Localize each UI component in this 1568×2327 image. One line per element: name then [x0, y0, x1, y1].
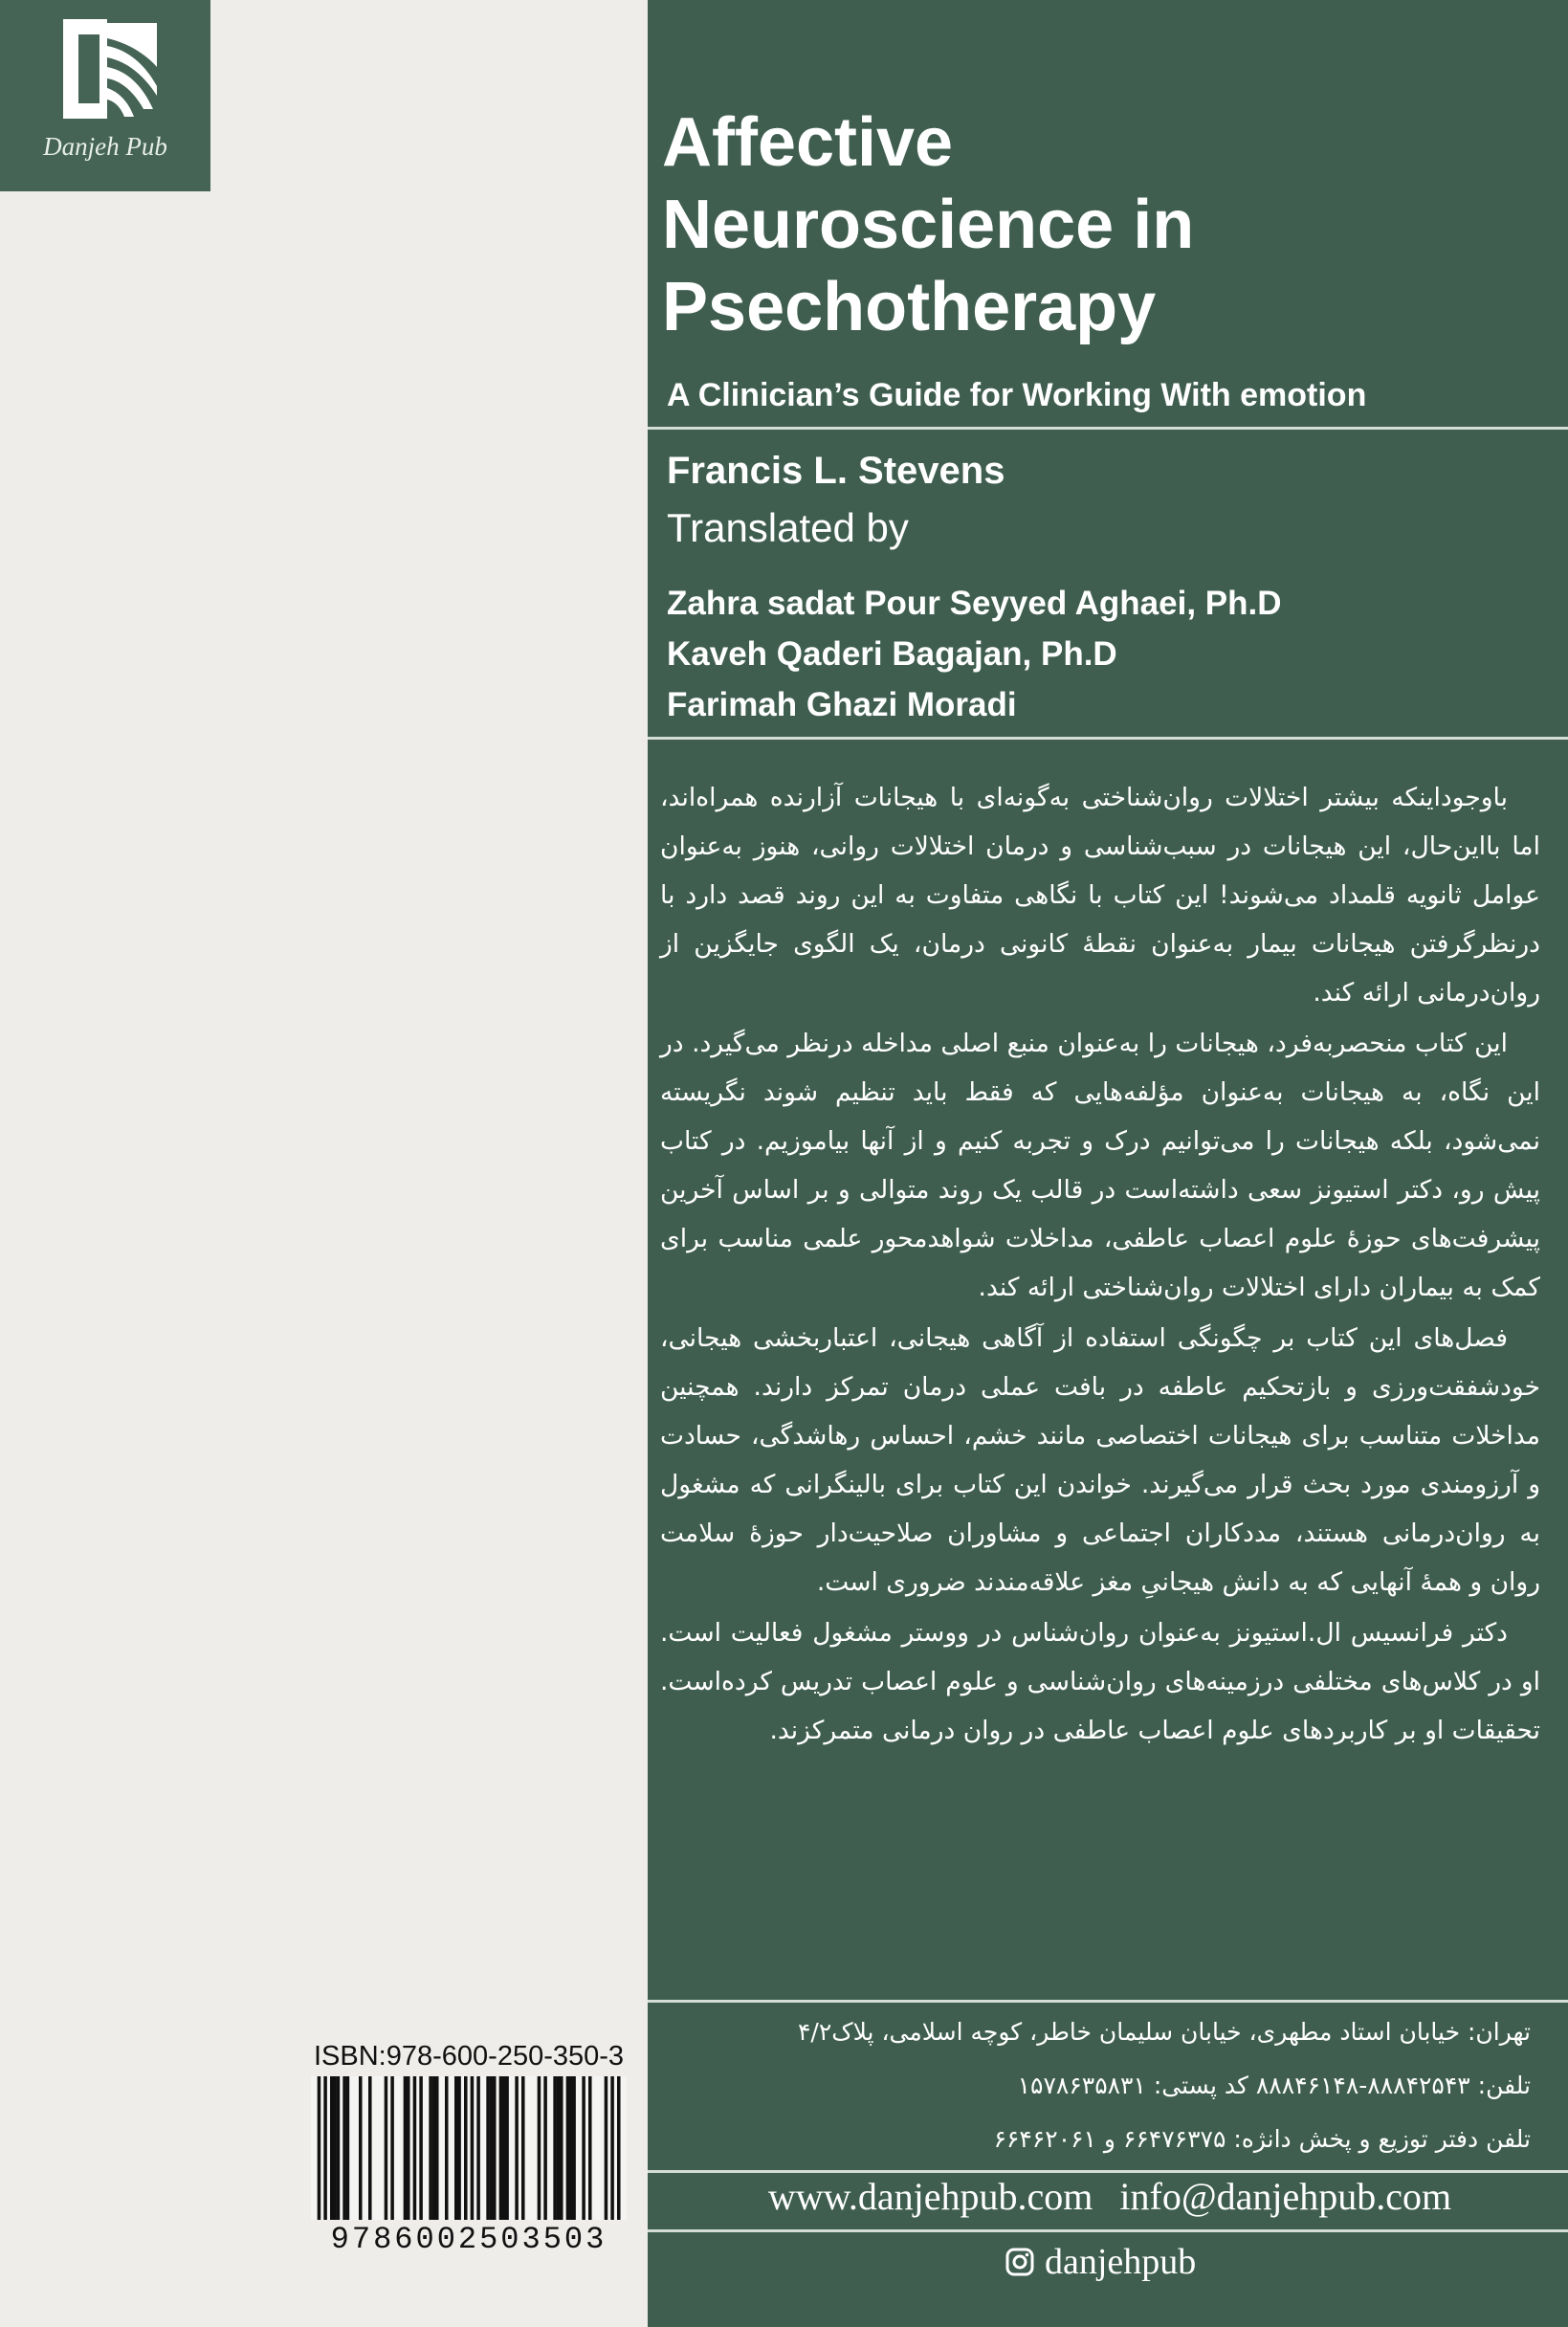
barcode-bar [617, 2076, 621, 2220]
barcode-bar [368, 2076, 372, 2220]
publisher-contact [660, 2006, 1531, 2166]
publisher-address: تهران: خیابان استاد مطهری، خیابان سلیمان خاطر، کوچه اسلامی، پلاک۴/۲ [797, 2018, 1531, 2046]
web-contact-row [670, 2174, 1550, 2219]
book-subtitle: A Clinician’s Guide for Working With emotion [667, 377, 1367, 413]
barcode-bar [330, 2076, 334, 2220]
description-paragraph: باوجوداینکه بیشتر اختلالات روان‌شناختی به‌گونه‌ای با هیجانات آزارنده همراه‌اند، اما بااین‌حال، این هیجانات در سبب‌شناسی و درمان اختلالات روانی، هنوز به‌عنوان عوامل ثانویه قلمداد می‌شوند! این کتاب با نگاهی متفاوت به این روند قصد دارد با درنظرگرفتن هیجانات بیمار به‌عنوان نقطهٔ کانونی درمان، یک الگوی جایگزین از روان‌درمانی ارائه کند. [660, 783, 1540, 1008]
barcode-bar [404, 2076, 408, 2220]
translator-name: Zahra sadat Pour Seyyed Aghaei, Ph.D [667, 585, 1282, 622]
translators-list [667, 578, 1282, 730]
barcode-bar [454, 2076, 458, 2220]
book-title [662, 101, 1552, 348]
book-title-line: Psechotherapy [662, 269, 1157, 345]
barcode-bar [323, 2076, 327, 2220]
barcode-bar [569, 2076, 573, 2220]
publisher-logo-icon [57, 13, 163, 123]
barcode-bar [486, 2076, 490, 2220]
description-paragraph: فصل‌های این کتاب بر چگونگی استفاده از آگاهی هیجانی، اعتباربخشی هیجانی، خودشفقت‌ورزی و بازتحکیم عاطفه در بافت عملی درمان تمرکز دارند. همچنین مداخلات متناسب برای هیجانات اختصاصی مانند خشم، احساس رهاشدگی، حسادت و آرزومندی مورد بحث قرار می‌گیرند. خواندن این کتاب برای بالینگرانی که مشغول به روان‌درمانی هستند، مددکاران اجتماعی و مشاوران صلاحیت‌دار حوزهٔ سلامت روان و همهٔ آنهایی که به دانش هیجانیِ مغز علاقه‌مندند ضروری است. [660, 1323, 1540, 1597]
barcode-bar [476, 2076, 480, 2220]
barcode-bar [419, 2076, 423, 2220]
barcode-bar [429, 2076, 432, 2220]
divider-line [648, 2229, 1568, 2232]
distribution-phone: تلفن دفتر توزیع و پخش دانژه: ۶۶۴۷۶۳۷۵ و ۶۶۴۶۲۰۶۱ [993, 2125, 1531, 2153]
barcode-bar [342, 2076, 346, 2220]
barcode-bar [445, 2076, 449, 2220]
barcode-bar [346, 2076, 350, 2220]
book-title-line: Affective [662, 104, 954, 181]
barcode-bar [413, 2076, 417, 2220]
book-description [660, 773, 1540, 1757]
instagram-handle-text: danjehpub [1045, 2242, 1197, 2282]
publisher-logo-text: Danjeh Pub [43, 132, 167, 161]
barcode-bar [457, 2076, 461, 2220]
barcode-bar [471, 2076, 475, 2220]
barcode-bar [582, 2076, 585, 2220]
barcode-bar [538, 2076, 541, 2220]
barcode-bar [610, 2076, 614, 2220]
barcode-digits: 9786002503503 [330, 2222, 607, 2257]
book-title-line: Neuroscience in [662, 187, 1195, 263]
divider-line [648, 427, 1568, 430]
barcode-bar [337, 2076, 341, 2220]
description-paragraph: این کتاب منحصربه‌فرد، هیجانات را به‌عنوان منبع اصلی مداخله درنظر می‌گیرد. در این نگاه، به هیجانات به‌عنوان مؤلفه‌هایی که فقط باید تنظیم شوند نگریسته نمی‌شود، بلکه هیجانات را می‌توانیم درک و تجربه کنیم و از آنها بیاموزیم. در کتاب پیش رو، دکتر استیونز سعی داشته‌است در قالب یک روند متوالی و بر اساس آخرین پیشرفت‌های حوزهٔ علوم اعصاب عاطفی، مداخلات شواهدمحور علمی مناسب برای کمک به بیماران دارای اختلالات روان‌شناختی ارائه کند. [660, 1029, 1540, 1302]
divider-line [648, 2000, 1568, 2003]
barcode-bar [432, 2076, 436, 2220]
barcode-bar [464, 2076, 468, 2220]
instagram-icon [1005, 2247, 1035, 2277]
barcode-bar [572, 2076, 576, 2220]
barcode-bar [505, 2076, 509, 2220]
email-link[interactable]: info@danjehpub.com [1119, 2175, 1452, 2218]
isbn-barcode [311, 2076, 627, 2220]
translated-by-label: Translated by [667, 505, 909, 550]
back-cover-white-area [0, 0, 647, 2327]
description-paragraph: دکتر فرانسیس ال.استیونز به‌عنوان روان‌شناس در ووستر مشغول فعالیت است. او در کلاس‌های مختلفی درزمینه‌های روان‌شناسی و علوم اعصاب تدریس کرده‌است. تحقیقات او بر کاربردهای علوم اعصاب عاطفی در روان درمانی متمرکزند. [660, 1618, 1540, 1745]
barcode-bar [499, 2076, 503, 2220]
barcode-bar [333, 2076, 337, 2220]
barcode-bar [557, 2076, 561, 2220]
translator-name: Farimah Ghazi Moradi [667, 686, 1017, 723]
divider-line [648, 2170, 1568, 2173]
barcode-bar [588, 2076, 592, 2220]
publisher-phone: تلفن: ۸۸۸۴۲۵۴۳-۸۸۸۴۶۱۴۸ کد پستی: ۱۵۷۸۶۳۵۸۳۱ [1017, 2072, 1531, 2099]
barcode-bar [605, 2076, 608, 2220]
barcode-bar [515, 2076, 519, 2220]
barcode-bar [318, 2076, 321, 2220]
barcode-bar [543, 2076, 547, 2220]
instagram-handle[interactable] [1005, 2241, 1196, 2283]
barcode-bar [359, 2076, 363, 2220]
website-link[interactable]: www.danjehpub.com [767, 2175, 1093, 2218]
barcode-bar [566, 2076, 570, 2220]
barcode-bar [435, 2076, 439, 2220]
barcode-bar [407, 2076, 410, 2220]
book-author: Francis L. Stevens [667, 450, 1005, 492]
barcode-bar [493, 2076, 497, 2220]
isbn-label: ISBN:978-600-250-350-3 [314, 2041, 625, 2072]
barcode-bar [390, 2076, 394, 2220]
publisher-logo [0, 0, 210, 191]
divider-line [648, 737, 1568, 740]
barcode-bar [502, 2076, 506, 2220]
translator-name: Kaveh Qaderi Bagajan, Ph.D [667, 635, 1117, 673]
barcode-bar [553, 2076, 557, 2220]
barcode-bar [560, 2076, 563, 2220]
barcode-bar [385, 2076, 388, 2220]
barcode-bar [521, 2076, 525, 2220]
barcode-bar [490, 2076, 494, 2220]
